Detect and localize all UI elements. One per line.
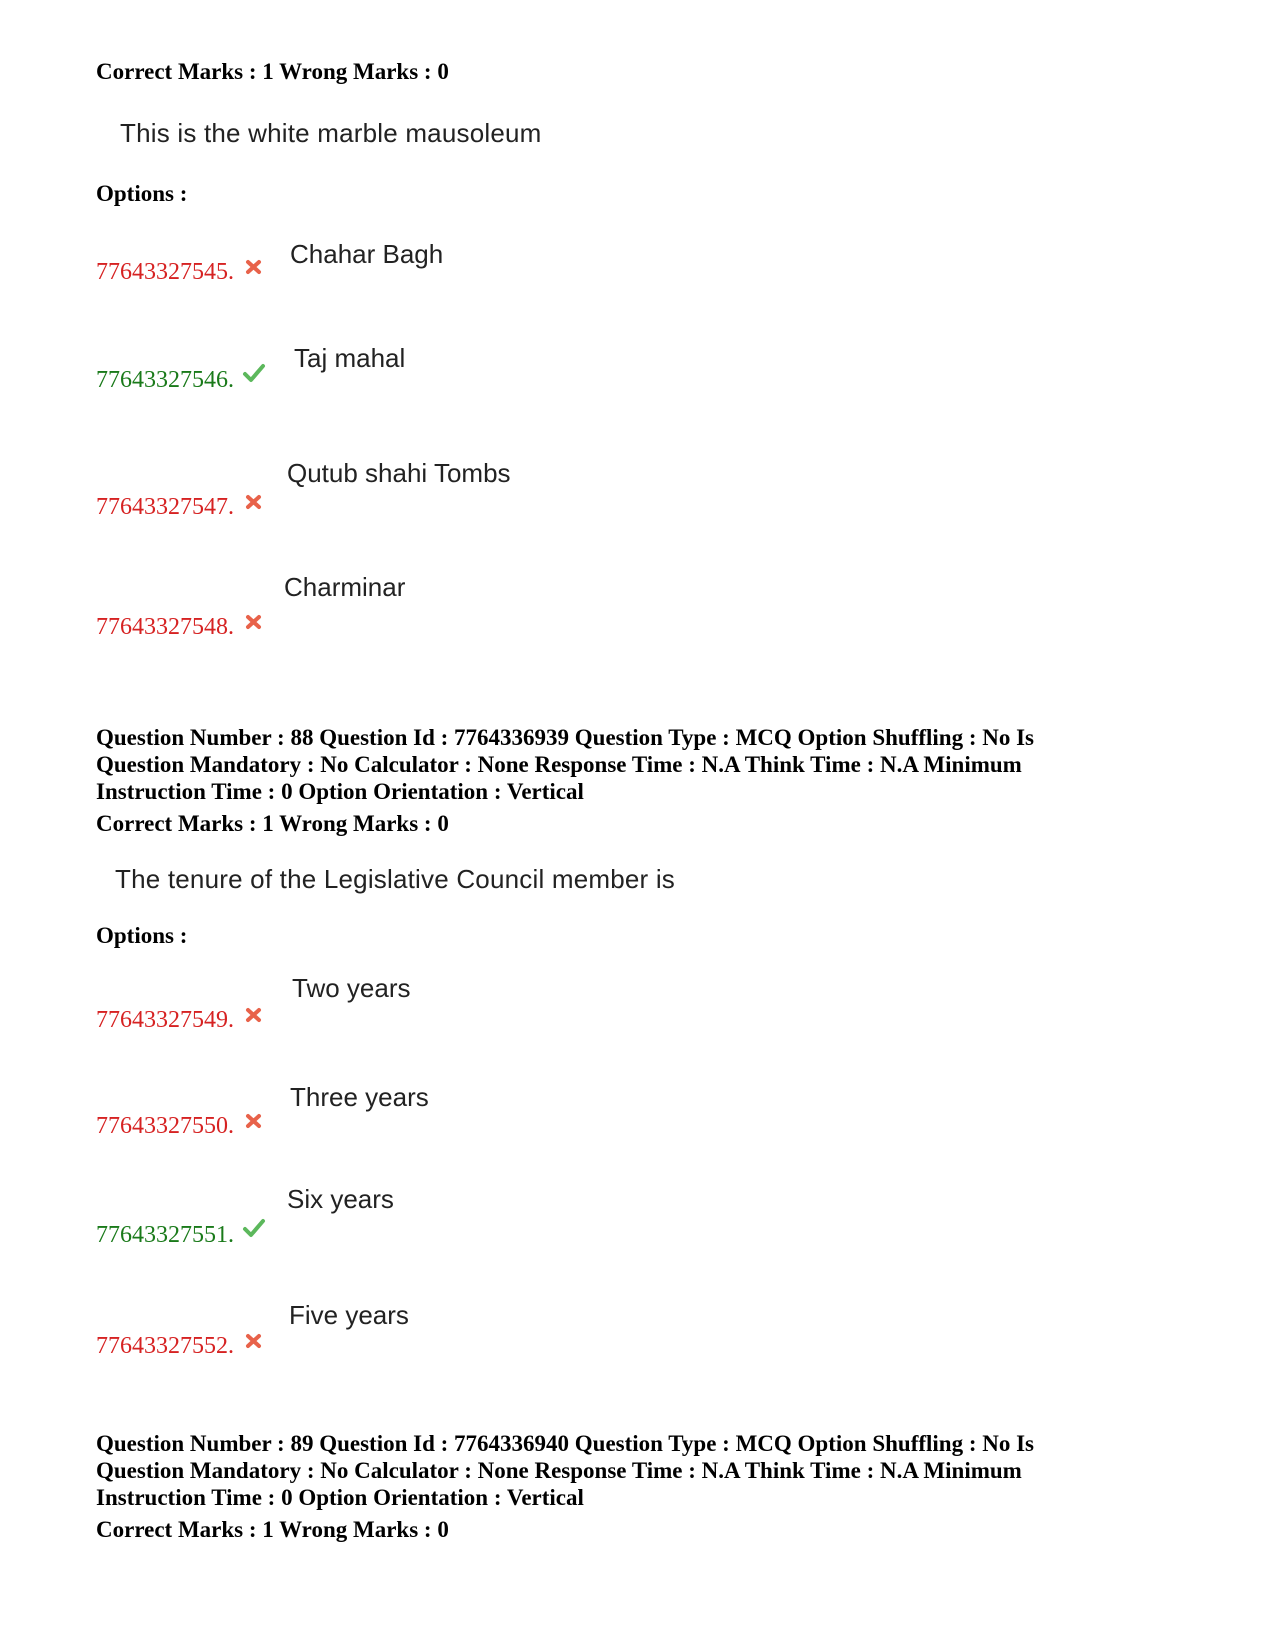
option-row: [96, 1007, 264, 1034]
option-id: 77643327551.: [96, 1222, 234, 1248]
cross-icon: [244, 1331, 264, 1351]
marks-line: Correct Marks : 1 Wrong Marks : 0: [96, 811, 449, 836]
meta-line: Instruction Time : 0 Option Orientation : Vertical: [96, 1485, 584, 1510]
option-row: [96, 614, 264, 641]
check-icon: [242, 363, 266, 383]
options-label: Options :: [96, 181, 188, 206]
check-icon: [242, 1218, 266, 1238]
option-text: Six years: [287, 1184, 394, 1214]
option-id: 77643327550.: [96, 1113, 234, 1139]
option-text: Five years: [289, 1300, 409, 1330]
meta-line: Question Mandatory : No Calculator : None Response Time : N.A Think Time : N.A Minimum: [96, 1458, 1022, 1483]
meta-line: Question Mandatory : No Calculator : None Response Time : N.A Think Time : N.A Minimum: [96, 752, 1022, 777]
marks-line: Correct Marks : 1 Wrong Marks : 0: [96, 1517, 449, 1542]
option-text: Three years: [290, 1082, 429, 1112]
meta-line: Question Number : 88 Question Id : 7764336939 Question Type : MCQ Option Shuffling : No Is: [96, 725, 1035, 750]
option-text: Chahar Bagh: [290, 239, 444, 269]
question-text: The tenure of the Legislative Council member is: [115, 864, 676, 894]
cross-icon: [244, 1005, 264, 1025]
meta-line: Question Number : 89 Question Id : 7764336940 Question Type : MCQ Option Shuffling : No Is: [96, 1431, 1035, 1456]
meta-line: Instruction Time : 0 Option Orientation : Vertical: [96, 779, 584, 804]
option-row: [96, 1222, 266, 1249]
option-text: Charminar: [284, 572, 406, 602]
option-text: Taj mahal: [294, 343, 406, 373]
option-row: [96, 494, 264, 521]
option-text: Two years: [292, 973, 411, 1003]
option-id: 77643327548.: [96, 614, 234, 640]
question-meta: [96, 1430, 1196, 1511]
question-text: This is the white marble mausoleum: [120, 118, 542, 148]
option-row: [96, 1333, 264, 1360]
option-text: Qutub shahi Tombs: [287, 458, 511, 488]
option-id: 77643327549.: [96, 1007, 234, 1033]
option-row: [96, 259, 264, 286]
option-id: 77643327547.: [96, 494, 234, 520]
options-label: Options :: [96, 923, 188, 948]
cross-icon: [244, 1111, 264, 1131]
cross-icon: [244, 612, 264, 632]
question-meta: [96, 724, 1196, 805]
option-id: 77643327552.: [96, 1333, 234, 1359]
marks-line: Correct Marks : 1 Wrong Marks : 0: [96, 59, 449, 84]
option-row: [96, 1113, 264, 1140]
cross-icon: [244, 492, 264, 512]
cross-icon: [244, 257, 264, 277]
option-id: 77643327545.: [96, 259, 234, 285]
option-row: [96, 367, 266, 394]
option-id: 77643327546.: [96, 367, 234, 393]
